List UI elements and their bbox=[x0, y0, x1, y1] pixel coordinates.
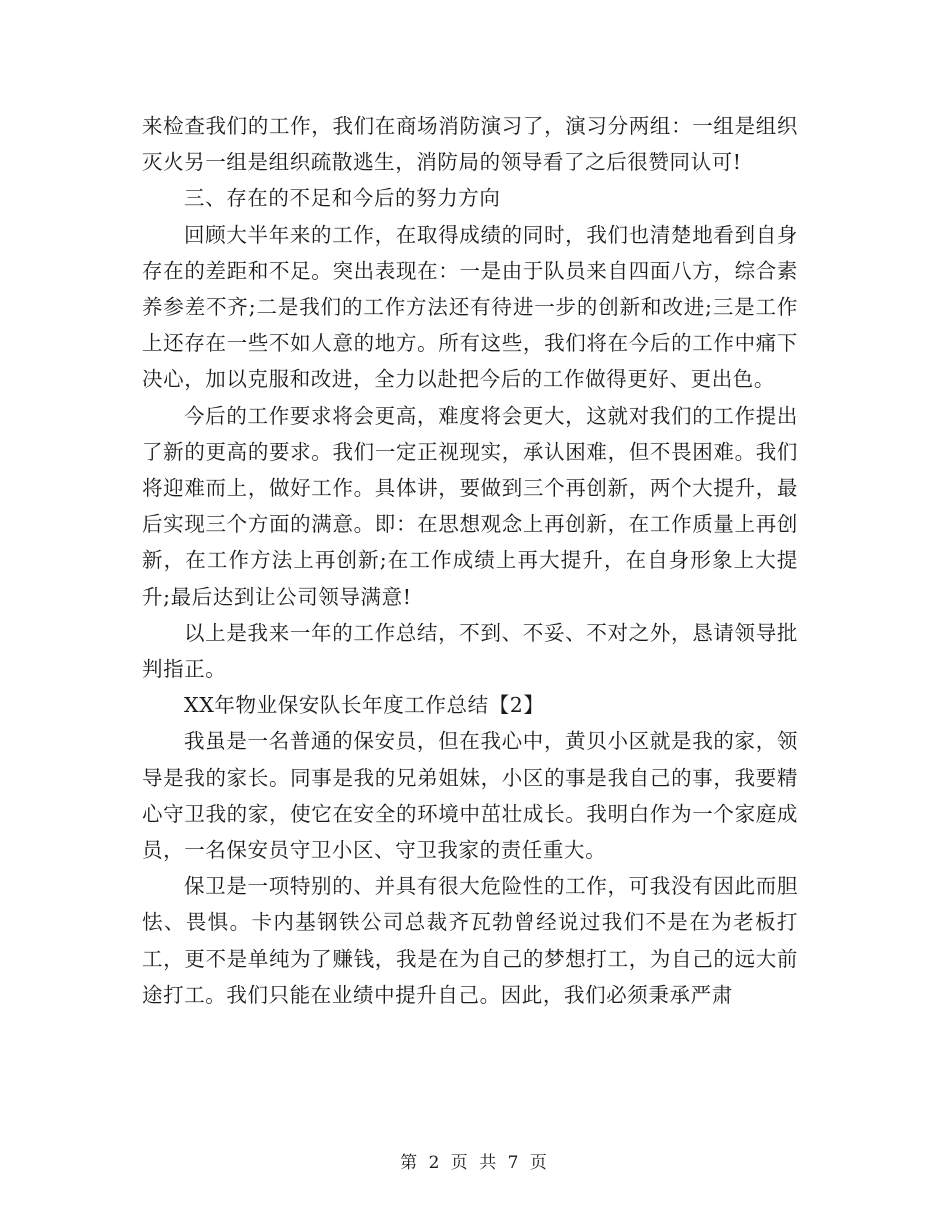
page-number-footer: 第 2 页 共 7 页 bbox=[400, 1153, 550, 1173]
paragraph-3: 今后的工作要求将会更高，难度将会更大，这就对我们的工作提出了新的更高的要求。我们一定正视现实，承认困难，但不畏困难。我们将迎难而上，做好工作。具体讲，要做到三个再创新，两个大提升，最后实现三个方面的满意。即：在思想观念上再创新，在工作质量上再创新，在工作方法上再创新;在工作成绩上再大提升，在自身形象上大提升;最后达到让公司领导满意! bbox=[142, 403, 798, 609]
article-title: XX年物业保安队长年度工作总结【2】 bbox=[184, 693, 545, 718]
paragraph-6: 保卫是一项特别的、并具有很大危险性的工作，可我没有因此而胆怯、畏惧。卡内基钢铁公司总裁齐瓦勃曾经说过我们不是在为老板打工，更不是单纯为了赚钱，我是在为自己的梦想打工，为自己的远大前途打工。我们只能在业绩中提升自己。因此，我们必须秉承严肃 bbox=[142, 874, 798, 1007]
paragraph-2: 回顾大半年来的工作，在取得成绩的同时，我们也清楚地看到自身存在的差距和不足。突出表现在：一是由于队员来自四面八方，综合素养参差不齐;二是我们的工作方法还有待进一步的创新和改进;三是工作上还存在一些不如人意的地方。所有这些，我们将在今后的工作中痛下决心，加以克服和改进，全力以赴把今后的工作做得更好、更出色。 bbox=[142, 222, 798, 392]
paragraph-4: 以上是我来一年的工作总结，不到、不妥、不对之外，恳请领导批判指正。 bbox=[142, 620, 798, 682]
section-heading: 三、存在的不足和今后的努力方向 bbox=[184, 186, 501, 211]
document-body bbox=[142, 108, 798, 1013]
paragraph-5: 我虽是一名普通的保安员，但在我心中，黄贝小区就是我的家，领导是我的家长。同事是我的兄弟姐妹，小区的事是我自己的事，我要精心守卫我的家，使它在安全的环境中茁壮成长。我明白作为一个家庭成员，一名保安员守卫小区、守卫我家的责任重大。 bbox=[142, 729, 798, 863]
paragraph-1: 来检查我们的工作，我们在商场消防演习了，演习分两组：一组是组织灭火另一组是组织疏散逃生，消防局的领导看了之后很赞同认可! bbox=[142, 114, 798, 175]
